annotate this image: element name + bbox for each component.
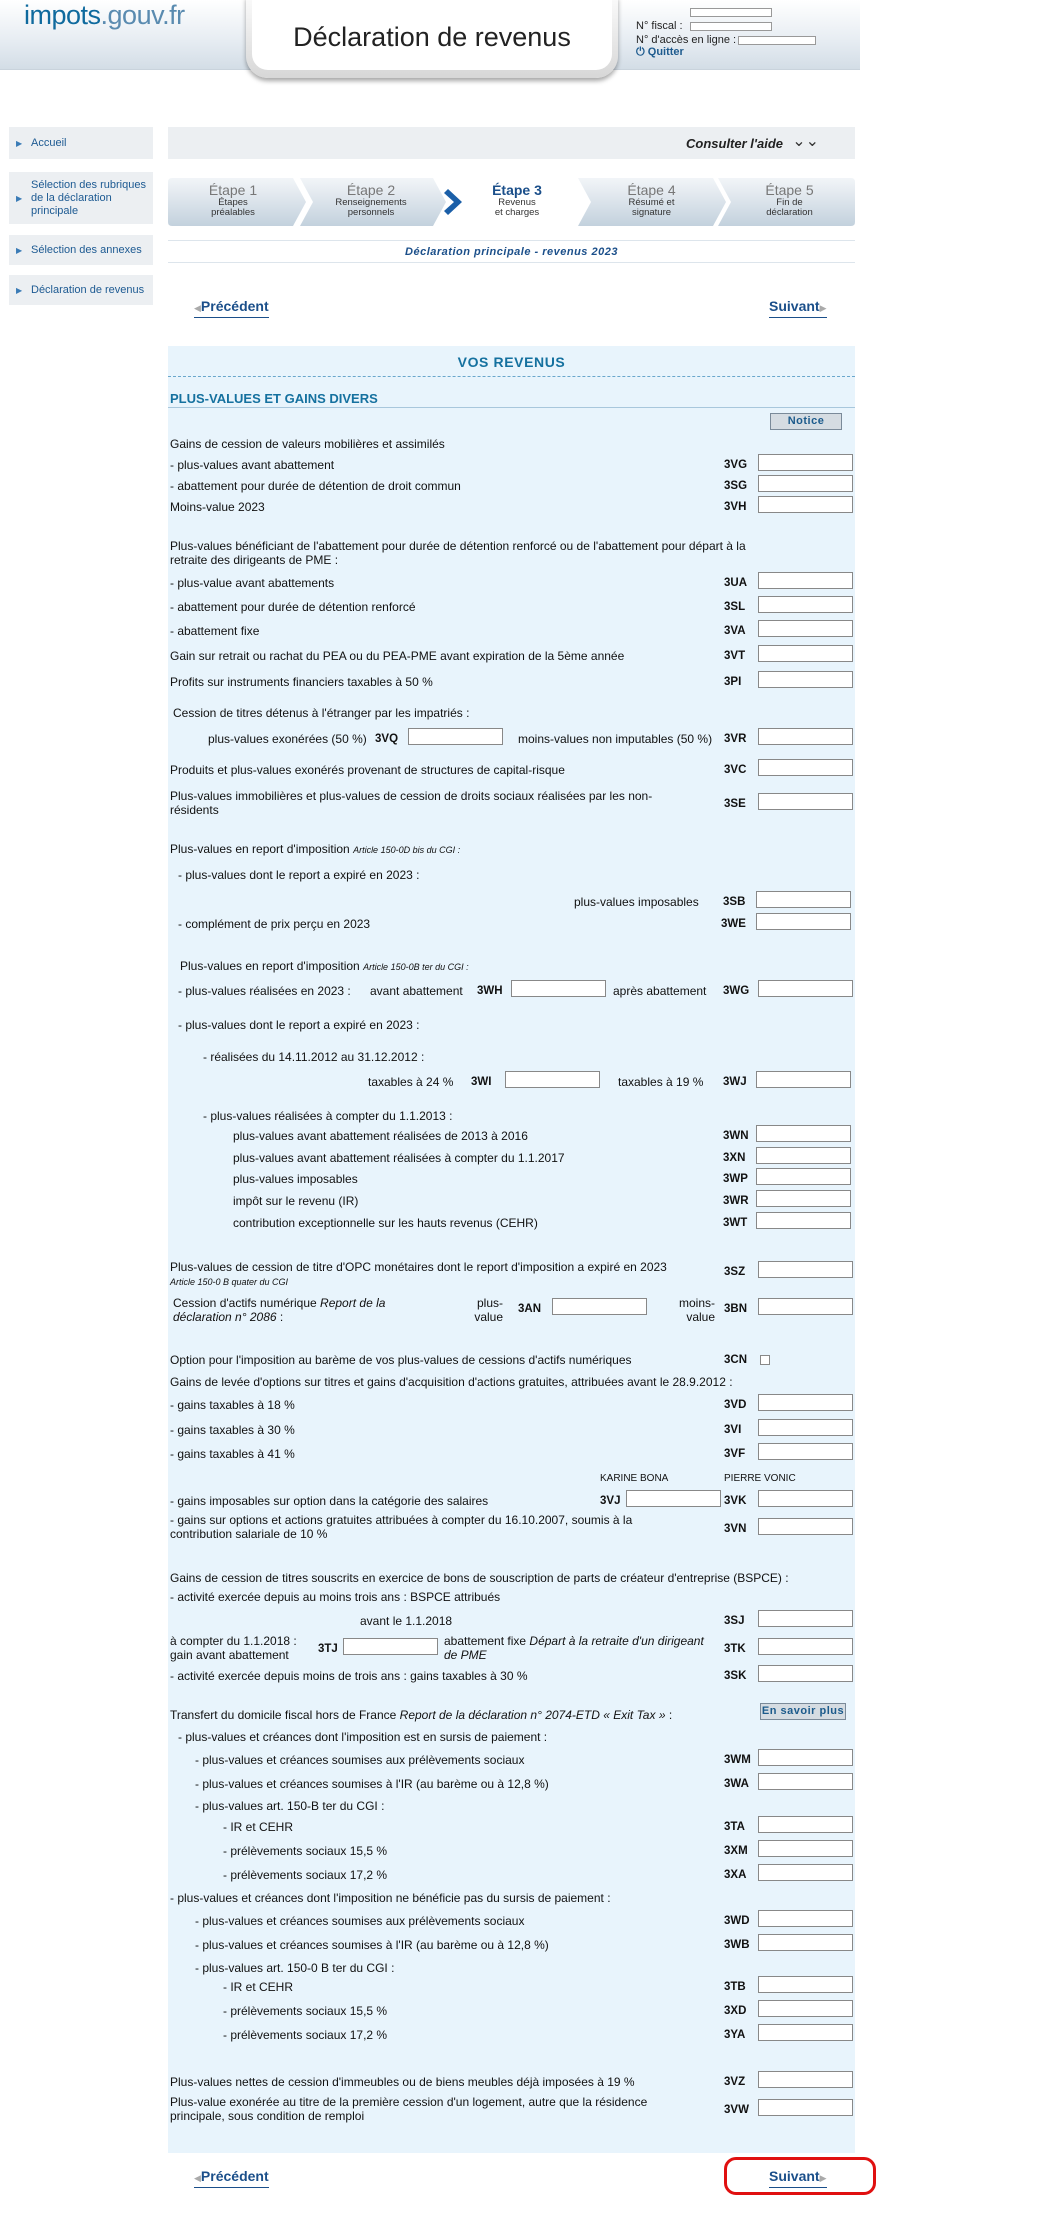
input-3AN[interactable] xyxy=(552,1298,647,1315)
label-c2: plus-values exonérées (50 %) xyxy=(208,732,367,746)
label-g1i: Article 150-0 B quater du CGI xyxy=(170,1277,289,1287)
step-3-active: Étape 3 Revenus et charges xyxy=(492,182,542,218)
code-3WP: 3WP xyxy=(723,1173,748,1185)
input-3WT[interactable] xyxy=(756,1212,851,1229)
label-k4: - plus-values art. 150-0 B ter du CGI : xyxy=(195,1961,395,1975)
checkbox-3CN[interactable] xyxy=(760,1355,770,1365)
sidebar-item-annexes[interactable] xyxy=(9,235,153,265)
label-k5: - IR et CEHR xyxy=(223,1980,294,1994)
input-3WN[interactable] xyxy=(756,1125,851,1142)
label-h1: Option pour l'imposition au barème de vos plus-values de cessions d'actifs numériques xyxy=(170,1353,632,1367)
access-number-label: N° d'accès en ligne : xyxy=(636,34,737,46)
label-g2: Cession d'actifs numérique Report de la déclaration n° 2086 : xyxy=(173,1296,386,1324)
label-b6: Profits sur instruments financiers taxables à 50 % xyxy=(170,675,433,689)
code-3TB: 3TB xyxy=(724,1981,746,1993)
code-3VZ: 3VZ xyxy=(724,2076,746,2088)
input-3VT[interactable] xyxy=(758,645,853,662)
input-3XM[interactable] xyxy=(758,1840,853,1857)
highlight-circle xyxy=(724,2157,876,2195)
code-3VT: 3VT xyxy=(724,650,746,662)
input-3TJ[interactable] xyxy=(343,1638,438,1655)
input-3WB[interactable] xyxy=(758,1934,853,1951)
label-k3: - plus-values et créances soumises à l'IR (au barème ou à 12,8 %) xyxy=(195,1938,549,1952)
input-3XA[interactable] xyxy=(758,1864,853,1881)
input-3VH[interactable] xyxy=(758,496,853,513)
input-3WG[interactable] xyxy=(758,980,853,997)
divider xyxy=(168,376,855,377)
label-j1: Transfert du domicile fiscal hors de France Report de la déclaration n° 2074-ETD « Exit Tax » : xyxy=(170,1708,673,1722)
label-e2: - plus-values réalisées en 2023 : xyxy=(178,984,351,998)
code-3WE: 3WE xyxy=(721,918,746,930)
input-3XD[interactable] xyxy=(758,2000,853,2017)
label-i6: - activité exercée depuis moins de trois ans : gains taxables à 30 % xyxy=(170,1669,528,1683)
code-3VH: 3VH xyxy=(724,501,747,513)
input-3WR[interactable] xyxy=(756,1190,851,1207)
code-3VR: 3VR xyxy=(724,733,747,745)
code-3TA: 3TA xyxy=(724,1821,745,1833)
code-3VI: 3VI xyxy=(724,1424,742,1436)
code-3PI: 3PI xyxy=(724,676,742,688)
code-3XM: 3XM xyxy=(724,1845,748,1857)
label-c4: Produits et plus-values exonérés provenant de structures de capital-risque xyxy=(170,763,565,777)
label-j5: - plus-values art. 150-B ter du CGI : xyxy=(195,1799,385,1813)
label-h4: - gains taxables à 30 % xyxy=(170,1423,295,1437)
input-3VD[interactable] xyxy=(758,1394,853,1411)
code-3VF: 3VF xyxy=(724,1448,746,1460)
label-i4: à compter du 1.1.2018 : gain avant abattement xyxy=(170,1634,297,1662)
code-3VK: 3VK xyxy=(724,1495,747,1507)
input-3SG[interactable] xyxy=(758,475,853,492)
section-title: PLUS-VALUES ET GAINS DIVERS xyxy=(170,391,378,406)
input-3WE[interactable] xyxy=(756,913,851,930)
previous-label: Précédent xyxy=(200,2168,269,2184)
income-form xyxy=(168,346,855,2153)
section-heading: VOS REVENUS xyxy=(457,354,566,370)
triangle-right-icon: ▶ xyxy=(819,2173,827,2183)
input-3PI[interactable] xyxy=(758,671,853,688)
label-b1: Plus-values bénéficiant de l'abattement pour durée de détention renforcé ou de l'abattement pour départ à la retraite des dirigeants de PME : xyxy=(170,539,746,567)
label-e4: - réalisées du 14.11.2012 au 31.12.2012 : xyxy=(203,1050,425,1064)
input-3SL[interactable] xyxy=(758,596,853,613)
code-3WN: 3WN xyxy=(723,1130,749,1142)
input-3VG[interactable] xyxy=(758,454,853,471)
label-k6: - prélèvements sociaux 15,5 % xyxy=(223,2004,388,2018)
input-3TK[interactable] xyxy=(758,1638,853,1655)
label-g3: plus-value xyxy=(474,1296,503,1324)
label-f4: plus-values imposables xyxy=(233,1172,358,1186)
triangle-right-icon: ▶ xyxy=(819,303,827,313)
triangle-left-icon: ◀ xyxy=(194,2173,201,2183)
page-title: Déclaration de revenus xyxy=(293,22,571,52)
code-3WR: 3WR xyxy=(723,1195,749,1207)
input-3SK[interactable] xyxy=(758,1665,853,1682)
input-3VJ[interactable] xyxy=(626,1490,721,1507)
label-b5: Gain sur retrait ou rachat du PEA ou du PEA-PME avant expiration de la 5ème année xyxy=(170,649,625,663)
redacted-field xyxy=(690,8,772,17)
code-3WG: 3WG xyxy=(723,985,750,997)
code-3VG: 3VG xyxy=(724,459,748,471)
code-3XN: 3XN xyxy=(723,1152,746,1164)
label-d2: - plus-values dont le report a expiré en 2023 : xyxy=(178,868,420,882)
input-3WD[interactable] xyxy=(758,1910,853,1927)
input-3SE[interactable] xyxy=(758,793,853,810)
label-k1: - plus-values et créances dont l'imposition ne bénéficie pas du sursis de paiement : xyxy=(170,1891,611,1905)
label-k7: - prélèvements sociaux 17,2 % xyxy=(223,2028,388,2042)
code-3VW: 3VW xyxy=(724,2104,749,2116)
label-b4: - abattement fixe xyxy=(170,624,260,638)
input-3WJ[interactable] xyxy=(756,1071,851,1088)
code-3AN: 3AN xyxy=(518,1303,542,1315)
help-bar[interactable] xyxy=(168,127,855,159)
step-4: Étape 4 Résumé et signature xyxy=(627,182,676,218)
input-3SJ[interactable] xyxy=(758,1610,853,1627)
code-3XD: 3XD xyxy=(724,2005,747,2017)
code-3WH: 3WH xyxy=(477,985,503,997)
label-h3: - gains taxables à 18 % xyxy=(170,1398,295,1412)
chevron-down-icon[interactable]: ⌄⌄ xyxy=(792,133,819,150)
title-tab xyxy=(246,0,618,78)
input-3VC[interactable] xyxy=(758,759,853,776)
label-a1: Gains de cession de valeurs mobilières et assimilés xyxy=(170,437,445,451)
label-h2: Gains de levée d'options sur titres et gains d'acquisition d'actions gratuites, attribuées avant le 28.9.2012 : xyxy=(170,1375,733,1389)
label-g4: moins-value xyxy=(678,1296,715,1324)
code-3SE: 3SE xyxy=(724,798,746,810)
label-b2: - plus-value avant abattements xyxy=(170,576,335,590)
label-d3: plus-values imposables xyxy=(574,895,699,909)
step-indicator xyxy=(168,178,855,226)
input-3VI[interactable] xyxy=(758,1419,853,1436)
declarant-1-name: KARINE BONA xyxy=(600,1473,669,1484)
input-3SZ[interactable] xyxy=(758,1261,853,1278)
code-3UA: 3UA xyxy=(724,577,748,589)
declaration-title: Déclaration principale - revenus 2023 xyxy=(405,246,618,258)
label-f6: contribution exceptionnelle sur les hauts revenus (CEHR) xyxy=(233,1216,538,1230)
input-3VA[interactable] xyxy=(758,620,853,637)
arrow-right-icon: ▶ xyxy=(16,245,23,255)
step-5: Étape 5 Fin de déclaration xyxy=(765,182,814,218)
label-h5: - gains taxables à 41 % xyxy=(170,1447,295,1461)
code-3WM: 3WM xyxy=(724,1754,751,1766)
quit-link[interactable] xyxy=(636,46,684,59)
sidebar-item-label: Sélection des rubriques de la déclaration principale xyxy=(31,178,146,217)
code-3WI: 3WI xyxy=(471,1076,492,1088)
declarant-2-name: PIERRE VONIC xyxy=(724,1473,796,1484)
input-3VZ[interactable] xyxy=(758,2071,853,2088)
sidebar-item-accueil[interactable] xyxy=(9,127,153,159)
notice-button[interactable]: Notice xyxy=(770,413,842,430)
label-b3: - abattement pour durée de détention renforcé xyxy=(170,600,416,614)
code-3TK: 3TK xyxy=(724,1643,746,1655)
code-3VQ: 3VQ xyxy=(375,733,399,745)
label-k2: - plus-values et créances soumises aux prélèvements sociaux xyxy=(195,1914,525,1928)
label-i1: Gains de cession de titres souscrits en exercice de bons de souscription de parts de créateur d'entreprise (BSPCE) : xyxy=(170,1571,789,1585)
sidebar-item-label: Sélection des annexes xyxy=(31,243,142,256)
label-i3: avant le 1.1.2018 xyxy=(360,1614,453,1628)
label-d4: - complément de prix perçu en 2023 xyxy=(178,917,371,931)
label-g1: Plus-values de cession de titre d'OPC monétaires dont le report d'imposition a expiré en 2023 xyxy=(170,1260,667,1274)
sidebar-item-declaration[interactable] xyxy=(9,275,153,305)
label-e2c: après abattement xyxy=(613,984,707,998)
previous-button-top[interactable] xyxy=(194,298,269,318)
label-f2: plus-values avant abattement réalisées de 2013 à 2016 xyxy=(233,1129,528,1143)
input-3VF[interactable] xyxy=(758,1443,853,1460)
previous-button-bottom[interactable] xyxy=(194,2168,269,2188)
label-l2: Plus-value exonérée au titre de la première cession d'un logement, autre que la résidence principale, sous condition de remploi xyxy=(170,2095,648,2123)
code-3YA: 3YA xyxy=(724,2029,746,2041)
label-f1: - plus-values réalisées à compter du 1.1.2013 : xyxy=(203,1109,453,1123)
power-icon: ⏻ xyxy=(636,46,648,58)
code-3VA: 3VA xyxy=(724,625,746,637)
arrow-right-icon: ▶ xyxy=(16,193,23,203)
code-3VC: 3VC xyxy=(724,764,747,776)
site-header xyxy=(0,0,860,70)
label-h8: - gains imposables sur option dans la catégorie des salaires xyxy=(170,1494,489,1508)
label-j7: - prélèvements sociaux 15,5 % xyxy=(223,1844,388,1858)
label-e5: taxables à 24 % xyxy=(368,1075,454,1089)
code-3SZ: 3SZ xyxy=(724,1266,746,1278)
help-label: Consulter l'aide xyxy=(686,136,783,151)
input-3VK[interactable] xyxy=(758,1490,853,1507)
label-a2: - plus-values avant abattement xyxy=(170,458,335,472)
code-3XA: 3XA xyxy=(724,1869,747,1881)
triangle-left-icon: ◀ xyxy=(194,303,201,313)
code-3VN: 3VN xyxy=(724,1523,747,1535)
label-c1: Cession de titres détenus à l'étranger par les impatriés : xyxy=(173,706,470,720)
input-3YA[interactable] xyxy=(758,2024,853,2041)
input-3VN[interactable] xyxy=(758,1518,853,1535)
input-3WH[interactable] xyxy=(511,980,606,997)
label-d1: Plus-values en report d'imposition Article 150-0D bis du CGI : xyxy=(170,842,461,856)
input-3WI[interactable] xyxy=(505,1071,600,1088)
code-3WD: 3WD xyxy=(724,1915,750,1927)
divider xyxy=(168,262,855,263)
redacted-access-number xyxy=(738,36,816,45)
sidebar-item-label: Déclaration de revenus xyxy=(31,283,145,296)
next-label: Suivant xyxy=(769,2168,820,2184)
input-3WP[interactable] xyxy=(756,1168,851,1185)
divider xyxy=(168,240,855,241)
arrow-right-icon: ▶ xyxy=(16,138,23,148)
label-l1: Plus-values nettes de cession d'immeubles ou de biens meubles déjà imposées à 19 % xyxy=(170,2075,635,2089)
next-button-top[interactable] xyxy=(769,298,827,318)
input-3VQ[interactable] xyxy=(408,728,503,745)
label-j2: - plus-values et créances dont l'imposition est en sursis de paiement : xyxy=(178,1730,548,1744)
label-h9: - gains sur options et actions gratuites attribuées à compter du 16.10.2007, soumis à la contribution salariale de 10 % xyxy=(170,1513,633,1541)
logo-suffix: .gouv.fr xyxy=(100,0,185,30)
label-j8: - prélèvements sociaux 17,2 % xyxy=(223,1868,388,1882)
input-3WM[interactable] xyxy=(758,1749,853,1766)
input-3TA[interactable] xyxy=(758,1816,853,1833)
code-3WJ: 3WJ xyxy=(723,1076,747,1088)
sidebar-item-rubriques[interactable] xyxy=(9,172,153,224)
input-3TB[interactable] xyxy=(758,1976,853,1993)
label-j6: - IR et CEHR xyxy=(223,1820,294,1834)
label-a3: - abattement pour durée de détention de droit commun xyxy=(170,479,461,493)
logo-main: impots xyxy=(24,0,101,30)
label-j4: - plus-values et créances soumises à l'IR (au barème ou à 12,8 %) xyxy=(195,1777,549,1791)
label-j3: - plus-values et créances soumises aux prélèvements sociaux xyxy=(195,1753,525,1767)
arrow-right-icon: ▶ xyxy=(16,285,23,295)
step-1: Étape 1 Étapes préalables xyxy=(208,182,258,218)
fiscal-number-label: N° fiscal : xyxy=(636,20,683,32)
code-3SK: 3SK xyxy=(724,1670,747,1682)
label-f3: plus-values avant abattement réalisées à compter du 1.1.2017 xyxy=(233,1151,565,1165)
sidebar-item-label: Accueil xyxy=(31,136,67,149)
label-e3: - plus-values dont le report a expiré en 2023 : xyxy=(178,1018,420,1032)
label-e1: Plus-values en report d'imposition Article 150-0B ter du CGI : xyxy=(180,959,469,973)
code-3TJ: 3TJ xyxy=(318,1643,338,1655)
redacted-fiscal-number xyxy=(690,22,772,31)
previous-label: Précédent xyxy=(200,298,269,314)
divider xyxy=(168,407,855,408)
impots-logo[interactable] xyxy=(24,0,185,31)
code-3BN: 3BN xyxy=(724,1303,748,1315)
code-3WA: 3WA xyxy=(724,1778,749,1790)
label-f5: impôt sur le revenu (IR) xyxy=(233,1194,359,1208)
label-i5: abattement fixe Départ à la retraite d'un dirigeant de PME xyxy=(444,1634,704,1662)
label-a4: Moins-value 2023 xyxy=(170,500,265,514)
code-3SL: 3SL xyxy=(724,601,746,613)
label-e6: taxables à 19 % xyxy=(618,1075,704,1089)
code-3CN: 3CN xyxy=(724,1354,748,1366)
input-3BN[interactable] xyxy=(758,1298,853,1315)
code-3WT: 3WT xyxy=(723,1217,748,1229)
input-3VR[interactable] xyxy=(758,728,853,745)
label-e2b: avant abattement xyxy=(370,984,463,998)
input-3UA[interactable] xyxy=(758,572,853,589)
code-3SJ: 3SJ xyxy=(724,1615,745,1627)
label-c3: moins-values non imputables (50 %) xyxy=(518,732,713,746)
code-3SB: 3SB xyxy=(723,896,746,908)
input-3WA[interactable] xyxy=(758,1773,853,1790)
code-3VD: 3VD xyxy=(724,1399,747,1411)
input-3VW[interactable] xyxy=(758,2099,853,2116)
label-c5: Plus-values immobilières et plus-values de cession de droits sociaux réalisées par les non-résidents xyxy=(170,789,653,817)
code-3SG: 3SG xyxy=(724,480,748,492)
label-i2: - activité exercée depuis au moins trois ans : BSPCE attribués xyxy=(170,1590,501,1604)
next-label: Suivant xyxy=(769,298,820,314)
learn-more-button[interactable]: En savoir plus xyxy=(760,1703,846,1720)
code-3VJ: 3VJ xyxy=(600,1495,621,1507)
input-3XN[interactable] xyxy=(756,1147,851,1164)
quit-label: Quitter xyxy=(647,46,684,58)
step-2: Étape 2 Renseignements personnels xyxy=(335,182,407,218)
code-3WB: 3WB xyxy=(724,1939,750,1951)
input-3SB[interactable] xyxy=(756,891,851,908)
